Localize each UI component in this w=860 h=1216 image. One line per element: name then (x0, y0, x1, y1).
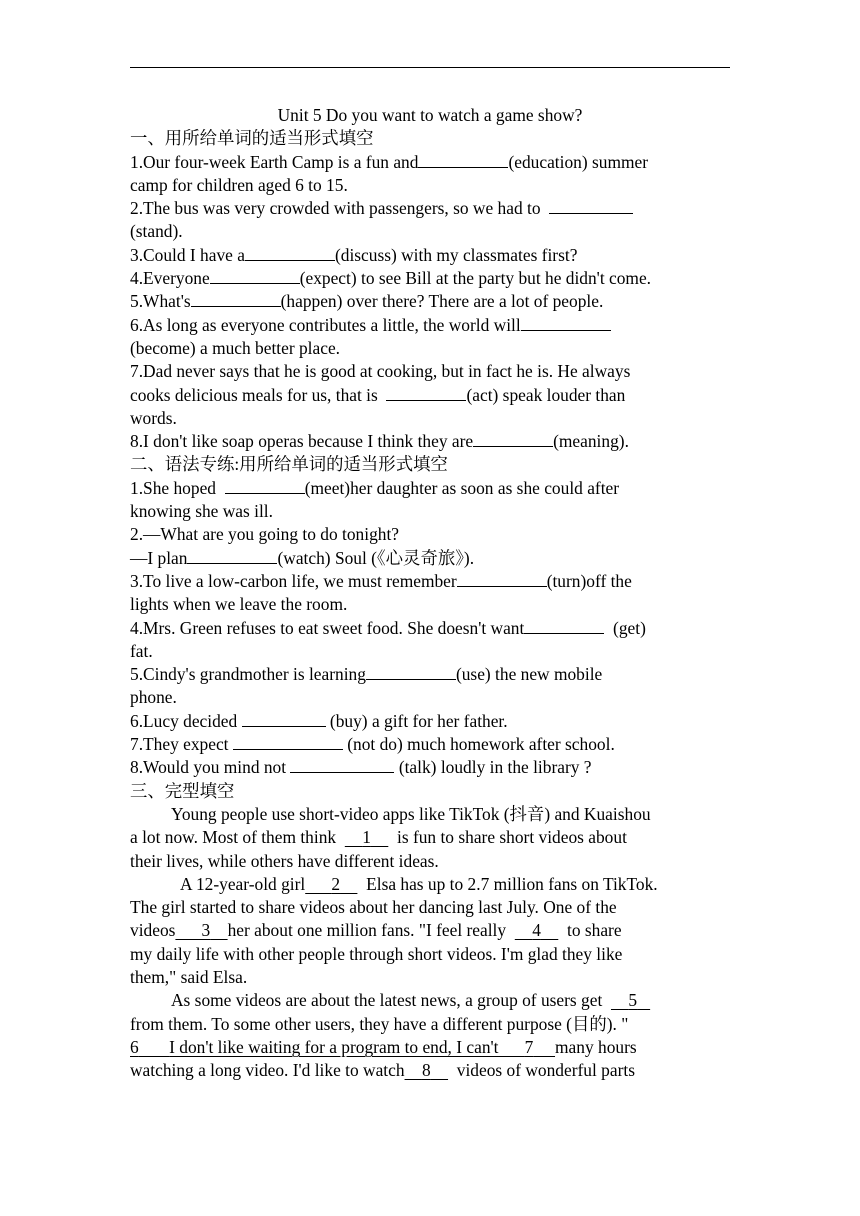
header-rule (130, 67, 730, 68)
s2-question-4-cont: fat. (130, 640, 153, 661)
cloze-p3-line2: from them. To some other users, they have a different purpose (目的). " (130, 1013, 629, 1034)
page-title: Unit 5 Do you want to watch a game show? (277, 105, 583, 125)
s2-question-1-cont: knowing she was ill. (130, 501, 273, 522)
answer-blank[interactable] (242, 711, 326, 727)
s2-question-7: 7.They expect (not do) much homework after school. (130, 734, 615, 755)
cloze-blank-3[interactable]: 3 (201, 920, 211, 941)
answer-blank[interactable] (524, 618, 604, 634)
s2-question-5: 5.Cindy's grandmother is learning (use) the new mobile (130, 664, 603, 685)
s1-question-4: 4.Everyone (expect) to see Bill at the party but he didn't come. (130, 268, 652, 289)
answer-blank[interactable] (233, 734, 343, 750)
s1-question-1-cont: camp for children aged 6 to 15. (130, 174, 348, 195)
cloze-blank-7[interactable]: 7 (524, 1036, 534, 1057)
answer-blank[interactable] (187, 548, 277, 564)
answer-blank[interactable] (386, 385, 466, 401)
s1-question-2: 2.The bus was very crowded with passengers, so we had to (130, 197, 742, 220)
answer-blank[interactable] (290, 757, 394, 773)
answer-blank[interactable] (473, 431, 553, 447)
answer-blank[interactable] (521, 315, 611, 331)
s2-question-1: 1.She hoped (meet)her daughter as soon as she could after (130, 477, 620, 498)
cloze-blank-8[interactable]: 8 (421, 1060, 431, 1081)
s1-question-7-cont: cooks delicious meals for us, that is (act) speak louder than (130, 384, 626, 405)
s2-question-3-cont: lights when we leave the room. (130, 594, 348, 615)
s1-question-7: 7.Dad never says that he is good at cooking, but in fact he is. He always (130, 361, 631, 382)
s2-question-4: 4.Mrs. Green refuses to eat sweet food. She doesn't want (get) (130, 617, 646, 638)
cloze-p2-line1: A 12-year-old girl 2 Elsa has up to 2.7 million fans on TikTok. (180, 873, 658, 894)
s2-question-8: 8.Would you mind not (talk) loudly in the library ? (130, 757, 592, 778)
cloze-p1-line1: Young people use short-video apps like TikTok (抖音) and Kuaishou (171, 803, 651, 824)
cloze-p2-line4: my daily life with other people through short videos. I'm glad they like (130, 943, 623, 964)
cloze-p2-line3: videos 3 her about one million fans. "I feel really 4 to share (130, 920, 622, 941)
s2-question-3: 3.To live a low-carbon life, we must remember (turn)off the (130, 570, 632, 591)
worksheet-body (130, 104, 742, 1082)
answer-blank[interactable] (366, 664, 456, 680)
s1-question-3: 3.Could I have a (discuss) with my classmates first? (130, 244, 578, 265)
cloze-p3-line1: As some videos are about the latest news, a group of users get 5 (130, 989, 742, 1012)
cloze-blank-1[interactable]: 1 (362, 827, 371, 848)
s1-question-1: 1.Our four-week Earth Camp is a fun and (education) summer (130, 151, 649, 172)
section2-heading: 二、语法专练:用所给单词的适当形式填空 (130, 454, 448, 475)
answer-blank[interactable] (457, 571, 547, 587)
cloze-p2-line2: The girl started to share videos about her dancing last July. One of the (130, 897, 617, 918)
cloze-p1-line3: their lives, while others have different ideas. (130, 850, 439, 871)
cloze-blank-2[interactable]: 2 (331, 873, 341, 894)
answer-blank[interactable] (191, 291, 281, 307)
answer-blank[interactable] (245, 245, 335, 261)
cloze-p3-line3: 6 I don't like waiting for a program to end, I can't 7 many hours (130, 1036, 637, 1057)
answer-blank[interactable] (549, 198, 633, 214)
cloze-p3-line4: watching a long video. I'd like to watch 8 videos of wonderful parts (130, 1060, 635, 1081)
answer-blank[interactable] (210, 268, 300, 284)
s2-question-2-answer: —I plan (watch) Soul (《心灵奇旅》). (130, 547, 475, 568)
cloze-p2-line5: them," said Elsa. (130, 966, 248, 987)
s1-question-7-end: words. (130, 407, 177, 428)
answer-blank[interactable] (418, 152, 508, 168)
s1-question-2-cont: (stand). (130, 221, 183, 242)
s2-question-5-cont: phone. (130, 687, 177, 708)
s1-question-8: 8.I don't like soap operas because I think they are (meaning). (130, 431, 629, 452)
s2-question-2: 2.—What are you going to do tonight? (130, 524, 400, 545)
section1-heading: 一、用所给单词的适当形式填空 (130, 128, 374, 149)
cloze-blank-4[interactable]: 4 (532, 920, 541, 941)
cloze-blank-5[interactable]: 5 (628, 990, 638, 1011)
answer-blank[interactable] (225, 478, 305, 494)
s2-question-6: 6.Lucy decided (buy) a gift for her father. (130, 710, 508, 731)
cloze-p1-line2: a lot now. Most of them think 1 is fun to share short videos about (130, 827, 627, 848)
s1-question-6-cont: (become) a much better place. (130, 337, 341, 358)
section3-heading: 三、完型填空 (130, 780, 235, 801)
s1-question-5: 5.What's (happen) over there? There are a lot of people. (130, 291, 604, 312)
cloze-blank-6[interactable]: 6 (130, 1036, 139, 1057)
s1-question-6: 6.As long as everyone contributes a little, the world will (130, 314, 742, 337)
